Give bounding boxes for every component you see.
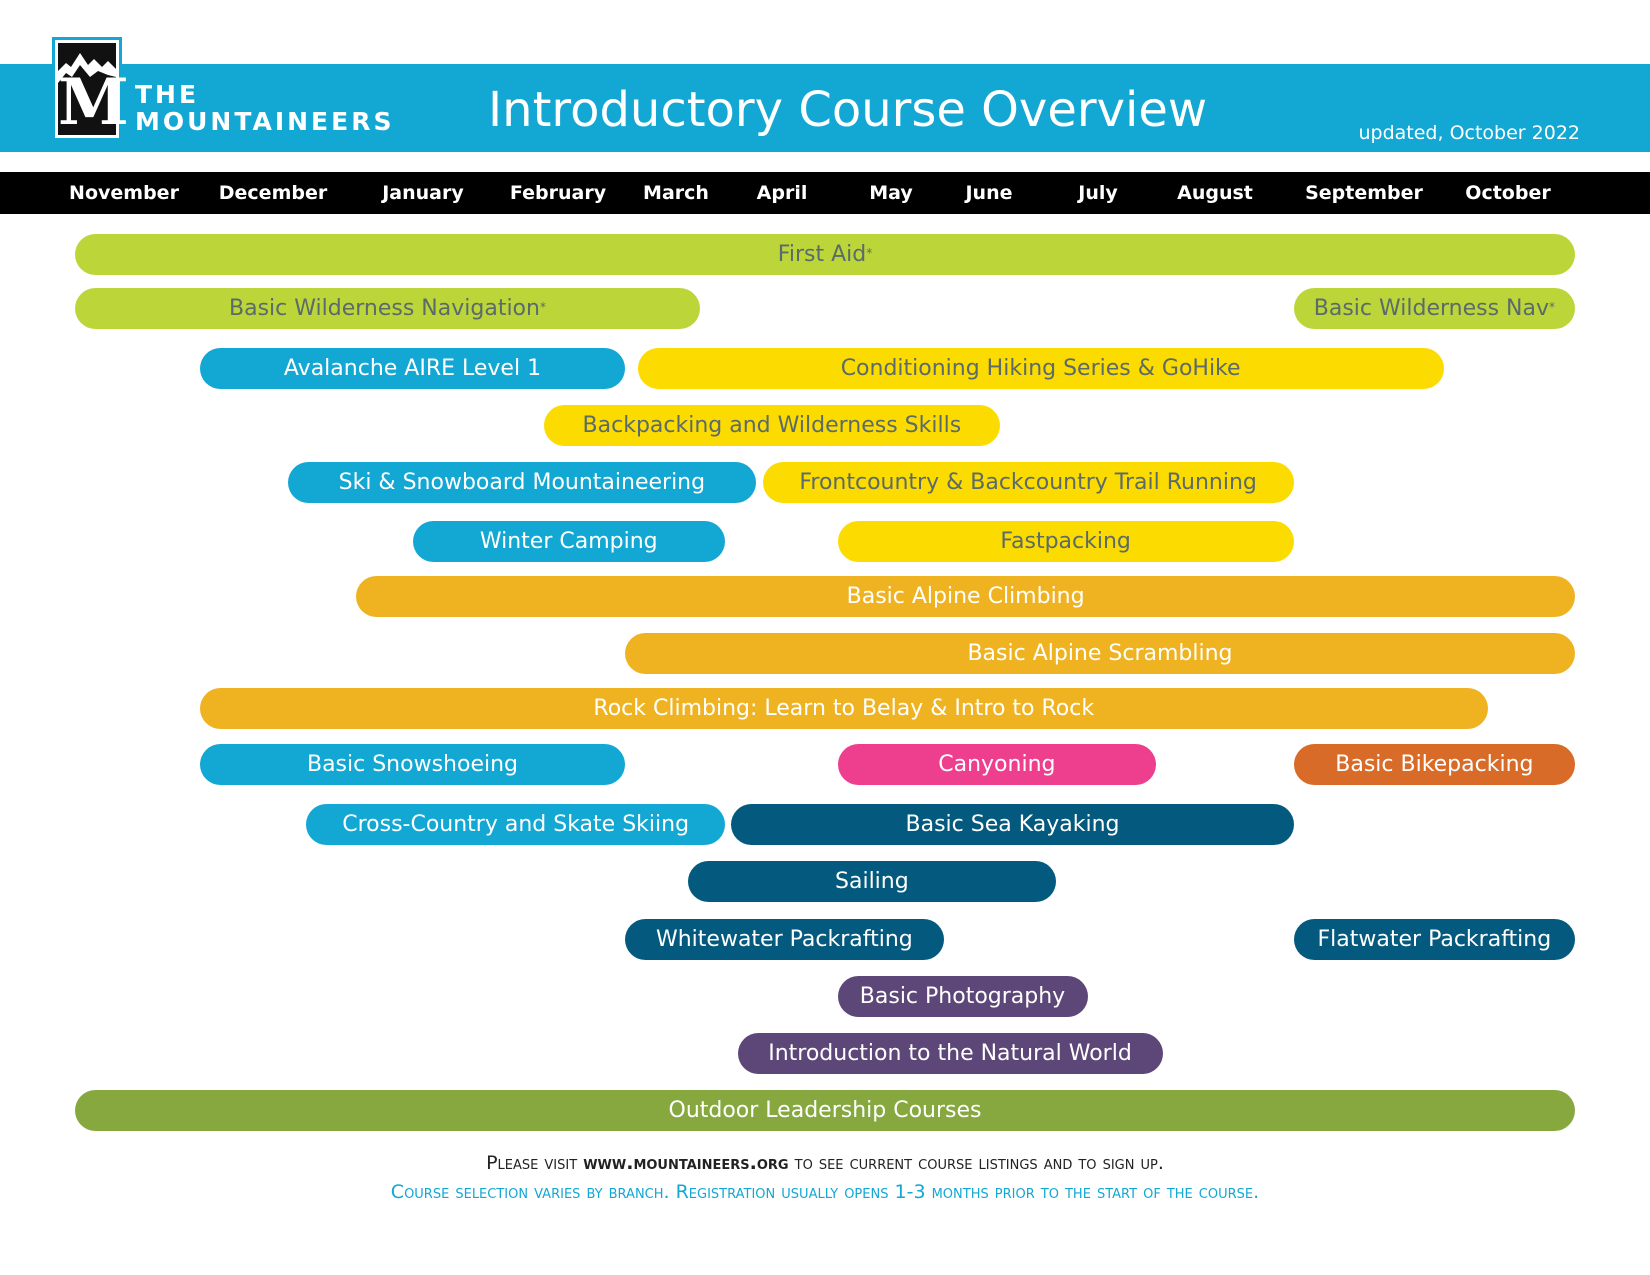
course-bar-basic-wilderness-nav[interactable] [1294,288,1575,329]
course-label: Basic Wilderness Navigation [229,296,540,321]
course-bar-basic-sea-kayaking[interactable] [731,804,1294,845]
course-bar-basic-snowshoeing[interactable] [200,744,625,785]
month-label-september: September [1305,182,1423,204]
month-label-february: February [509,182,607,204]
month-label-january: January [382,182,464,204]
course-label: Basic Alpine Scrambling [967,641,1233,666]
course-label: Basic Bikepacking [1335,752,1534,777]
course-bar-basic-bikepacking[interactable] [1294,744,1575,785]
logo-background [58,43,129,140]
course-bar-sailing[interactable] [688,861,1057,902]
course-label: Fastpacking [1000,529,1131,554]
footer-visit-pre: Please visit [486,1152,584,1174]
month-label-june: June [965,182,1013,204]
updated-date: updated, October 2022 [1358,122,1580,144]
footer-visit-note [0,1152,1650,1174]
course-label: Backpacking and Wilderness Skills [582,413,962,438]
month-label-november: November [69,182,179,204]
brand-name-line2: MOUNTAINEERS [135,107,395,136]
course-bar-frontcountry-backcountry-trail-running[interactable] [763,462,1294,503]
logo-letter: M [58,65,129,140]
course-bar-flatwater-packrafting[interactable] [1294,919,1575,960]
month-label-august: August [1177,182,1253,204]
course-label: Whitewater Packrafting [655,927,913,952]
mountaineers-logo[interactable] [52,37,129,141]
course-label: Outdoor Leadership Courses [668,1098,982,1123]
course-label: Rock Climbing: Learn to Belay & Intro to Rock [593,696,1095,721]
month-label-may: May [869,182,913,204]
course-bar-winter-camping[interactable] [413,521,726,562]
footer-visit-post: to see current course listings and to sign up. [788,1152,1164,1174]
course-label: Introduction to the Natural World [768,1041,1132,1066]
course-label: Canyoning [938,752,1056,777]
course-label: Flatwater Packrafting [1317,927,1552,952]
course-bar-first-aid[interactable] [75,234,1575,275]
course-label: Basic Wilderness Nav [1313,296,1549,321]
course-label: Basic Snowshoeing [306,752,519,777]
footer-registration-note: Course selection varies by branch. Registration usually opens 1-3 months prior to the start of the course. [390,1181,1260,1203]
course-bar-rock-climbing-learn-to-belay-intro-to-rock[interactable] [200,688,1488,729]
course-footnote-mark: * [866,245,873,260]
course-bar-fastpacking[interactable] [838,521,1294,562]
course-bar-basic-wilderness-navigation[interactable] [75,288,700,329]
month-label-march: March [643,182,709,204]
course-bar-whitewater-packrafting[interactable] [625,919,944,960]
month-label-december: December [218,182,328,204]
course-label: Cross-Country and Skate Skiing [342,812,690,837]
course-bar-basic-alpine-climbing[interactable] [356,576,1575,617]
month-label-april: April [756,182,808,204]
course-footnote-mark: * [1549,299,1555,314]
course-bar-introduction-to-the-natural-world[interactable] [738,1033,1163,1074]
course-label: Conditioning Hiking Series & GoHike [840,356,1241,381]
course-label: First Aid [777,242,867,267]
course-bar-canyoning[interactable] [838,744,1157,785]
course-bar-basic-photography[interactable] [838,976,1088,1017]
course-label: Ski & Snowboard Mountaineering [338,470,706,495]
month-label-july: July [1078,182,1118,204]
course-bar-cross-country-and-skate-skiing[interactable] [306,804,725,845]
course-label: Basic Photography [859,984,1066,1009]
month-timeline [0,172,1650,214]
course-bar-backpacking-and-wilderness-skills[interactable] [544,405,1000,446]
course-label: Basic Alpine Climbing [846,584,1085,609]
course-label: Basic Sea Kayaking [905,812,1120,837]
course-label: Avalanche AIRE Level 1 [283,356,542,381]
course-bar-conditioning-hiking-series-gohike[interactable] [638,348,1444,389]
course-footnote-mark: * [539,299,546,314]
website-link[interactable]: www.mountaineers.org [583,1152,789,1174]
course-label: Frontcountry & Backcountry Trail Running [799,470,1257,495]
brand-name-line1: THE [135,80,200,109]
course-bar-outdoor-leadership-courses[interactable] [75,1090,1575,1131]
month-label-october: October [1465,182,1551,204]
course-label: Sailing [835,869,909,894]
page-title: Introductory Course Overview [488,82,1208,138]
course-bar-ski-snowboard-mountaineering[interactable] [288,462,757,503]
course-label: Winter Camping [479,529,658,554]
course-bar-basic-alpine-scrambling[interactable] [625,633,1575,674]
course-bar-avalanche-aire-level-1[interactable] [200,348,625,389]
